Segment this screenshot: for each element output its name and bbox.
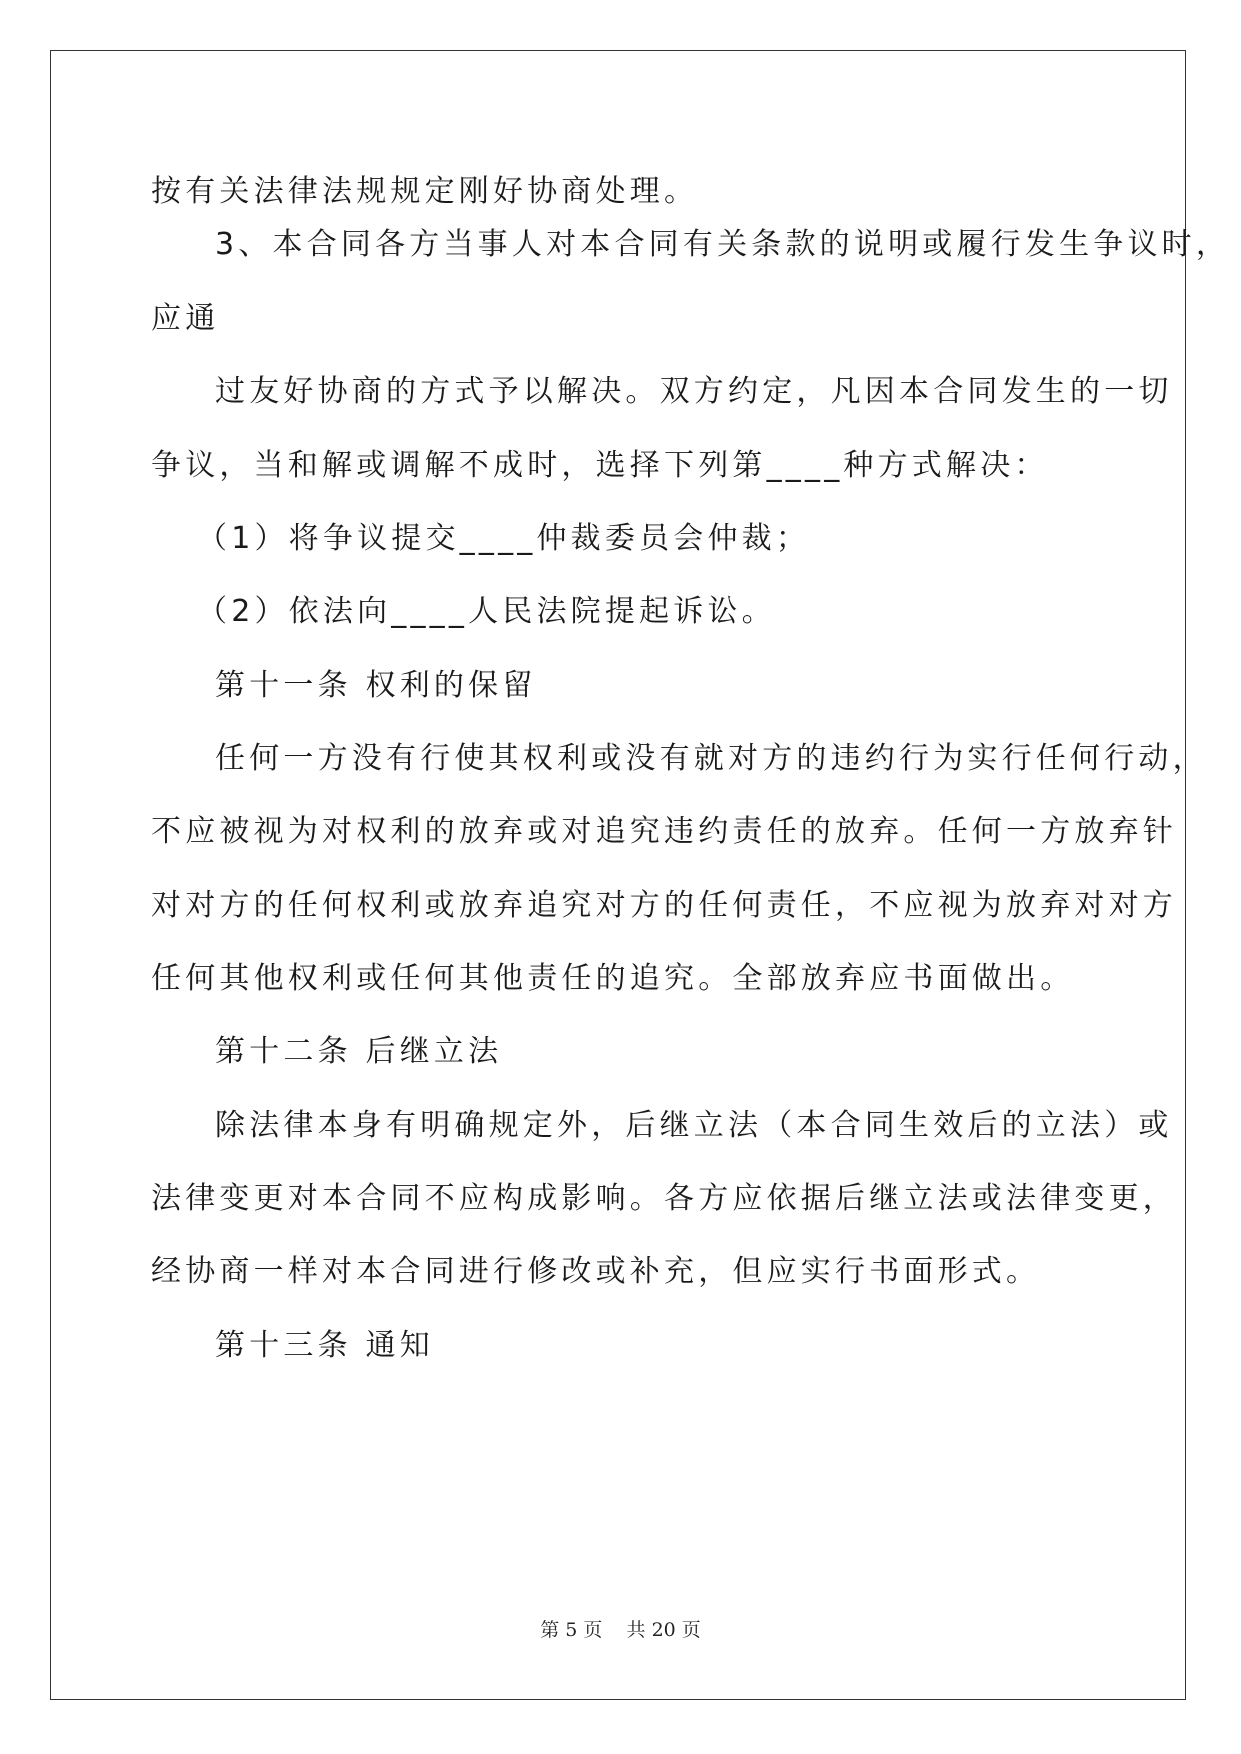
text-line: 除法律本身有明确规定外，后继立法（本合同生效后的立法）或: [215, 1108, 1173, 1143]
text-line: 不应被视为对权利的放弃或对追究违约责任的放弃。任何一方放弃针: [151, 814, 1177, 849]
article-13-heading: 第十三条 通知: [215, 1328, 434, 1363]
text-line: 任何一方没有行使其权利或没有就对方的违约行为实行任何行动，: [215, 741, 1207, 776]
page-border: [50, 50, 1186, 1700]
text-line: 经协商一样对本合同进行修改或补充，但应实行书面形式。: [151, 1254, 1041, 1289]
article-11-heading: 第十一条 权利的保留: [215, 668, 537, 703]
option-2-text: （2）依法向____人民法院提起诉讼。: [197, 594, 776, 629]
clause-3-text: 3、本合同各方当事人对本合同有关条款的说明或履行发生争议时，: [215, 227, 1231, 262]
text-line: 过友好协商的方式予以解决。双方约定，凡因本合同发生的一切: [215, 374, 1173, 409]
text-line: 法律变更对本合同不应构成影响。各方应依据后继立法或法律变更，: [151, 1181, 1177, 1216]
text-line: 争议，当和解或调解不成时，选择下列第____种方式解决：: [151, 448, 1049, 483]
text-line: 任何其他权利或任何其他责任的追究。全部放弃应书面做出。: [151, 961, 1075, 996]
option-1-text: （1）将争议提交____仲裁委员会仲裁；: [197, 521, 811, 556]
article-12-heading: 第十二条 后继立法: [215, 1034, 503, 1069]
text-line: 按有关法律法规规定刚好协商处理。: [151, 174, 699, 209]
text-line: 对对方的任何权利或放弃追究对方的任何责任，不应视为放弃对对方: [151, 888, 1177, 923]
text-line: 应通: [151, 301, 220, 336]
page-number: 第 5 页 共 20 页: [540, 1619, 701, 1641]
